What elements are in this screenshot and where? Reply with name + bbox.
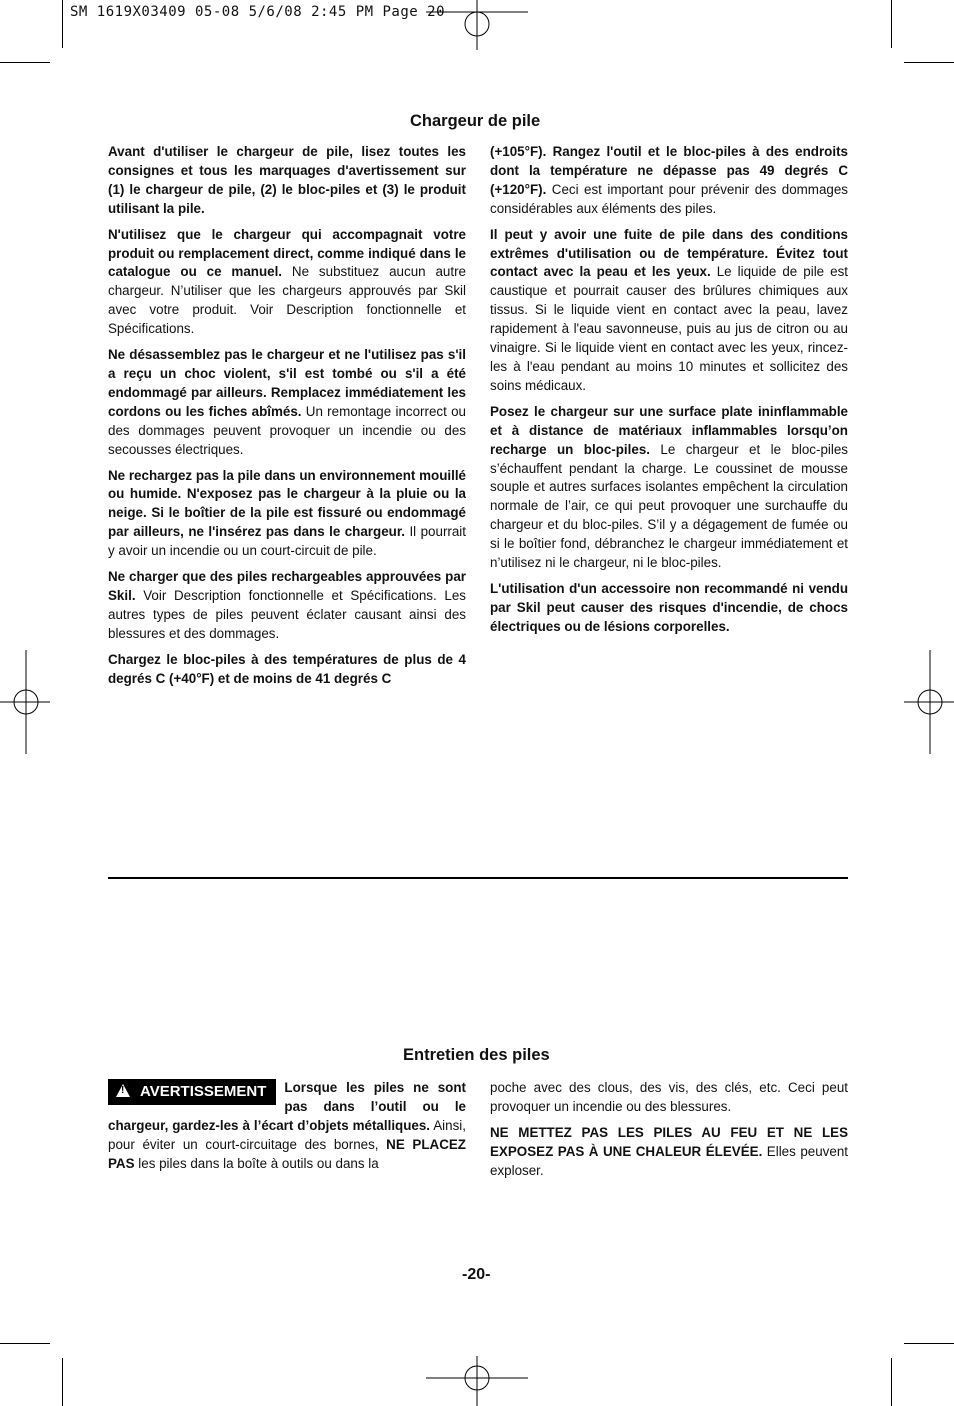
crop-mark-top-right-horizontal	[904, 62, 954, 63]
paragraph: N'utilisez que le chargeur qui accompagnait votre produit ou remplacement direct, comme indiqué dans le catalogue ou ce manuel. Ne substituez aucun autre chargeur. N’utiliser que les chargeurs approuvés par Skil avec votre produit. Voir Description fonctionnelle et Spécifications.	[108, 226, 466, 337]
paragraph: Chargez le bloc-piles à des températures de plus de 4 degrés C (+40°F) et de moins de 41 degrés C	[108, 651, 466, 686]
paragraph: L'utilisation d'un accessoire non recommandé ni vendu par Skil peut causer des risques d'incendie, de chocs électriques ou de lésions corporelles.	[490, 580, 848, 634]
registration-mark-bottom	[426, 1356, 528, 1406]
paragraph: Avant d'utiliser le chargeur de pile, lisez toutes les consignes et tous les marquages d'avertissement sur (1) le chargeur de pile, (2) le bloc-piles et (3) le produit utilisant la pile.	[108, 144, 466, 216]
section-divider	[108, 877, 848, 879]
paragraph: Ne rechargez pas la pile dans un environnement mouillé ou humide. N'exposez pas le chargeur à la pluie ou la neige. Si le boîtier de la pile est fissuré ou endommagé par ailleurs, ne l'insérez pas dans le chargeur. Il pourrait y avoir un incendie ou un court-circuit de pile.	[108, 467, 466, 559]
paragraph: Posez le chargeur sur une surface plate ininflammable et à distance de matériaux inflammables lorsqu’on recharge un bloc-piles. Le chargeur et le bloc-piles s’échauffent pendant la charge. Le coussinet de mousse souple et autres surfaces isolantes empêchent la circulation normale de l’air, ce qui peut provoquer une surchauffe du chargeur et du bloc-piles. S’il y a dégagement de fumée ou si le boîtier fond, débranchez le chargeur immédiatement et n’utilisez ni le chargeur, ni le bloc-piles.	[490, 403, 849, 571]
crop-mark-top-left-vertical	[62, 0, 63, 48]
print-slug: SM 1619X03409 05-08 5/6/08 2:45 PM Page 20	[70, 4, 446, 20]
battery-care-column-right	[490, 1079, 848, 1188]
charger-column-right	[490, 143, 848, 644]
crop-mark-top-left-horizontal	[0, 62, 50, 63]
charger-column-left	[108, 143, 466, 695]
warning-triangle-icon: !	[116, 1084, 130, 1097]
crop-mark-bottom-right-horizontal	[904, 1343, 954, 1344]
registration-mark-right	[904, 650, 954, 754]
paragraph: ! AVERTISSEMENT Lorsque les piles ne sont pas dans l’outil ou le chargeur, gardez-les à l’écart d’objets métalliques. Ainsi, pour éviter un court-circuitage des bornes, NE PLACEZ PAS les piles dans la boîte à outils ou dans la	[108, 1080, 466, 1171]
section-heading-battery-charger: Chargeur de pile	[410, 112, 541, 130]
registration-mark-left	[0, 650, 50, 754]
paragraph: poche avec des clous, des vis, des clés, etc. Ceci peut provoquer un incendie ou des blessures.	[490, 1080, 848, 1114]
paragraph: (+105°F). Rangez l'outil et le bloc-piles à des endroits dont la température ne dépasse pas 49 degrés C (+120°F). Ceci est important pour prévenir des dommages considérables aux éléments des piles.	[490, 144, 848, 216]
section-heading-battery-care: Entretien des piles	[403, 1046, 550, 1064]
battery-care-column-left	[108, 1079, 466, 1181]
paragraph: NE METTEZ PAS LES PILES AU FEU ET NE LES EXPOSEZ PAS À UNE CHALEUR ÉLEVÉE. Elles peuvent exploser.	[490, 1124, 848, 1178]
crop-mark-bottom-right-vertical	[891, 1358, 892, 1406]
crop-mark-bottom-left-horizontal	[0, 1343, 50, 1344]
warning-badge: ! AVERTISSEMENT	[108, 1079, 276, 1105]
page-number: -20-	[462, 1266, 491, 1283]
registration-mark-top	[426, 0, 528, 50]
paragraph: Ne charger que des piles rechargeables approuvées par Skil. Voir Description fonctionnelle et Spécifications. Les autres types de piles peuvent éclater causant ainsi des blessures et des dommages.	[108, 569, 466, 641]
paragraph: Ne désassemblez pas le chargeur et ne l'utilisez pas s'il a reçu un choc violent, s'il est tombé ou s'il a été endommagé par ailleurs. Remplacez immédiatement les cordons ou les fiches abîmés. Un remontage incorrect ou des dommages peuvent provoquer un incendie ou des secousses électriques.	[108, 347, 466, 457]
paragraph: Il peut y avoir une fuite de pile dans des conditions extrêmes d'utilisation ou de température. Évitez tout contact avec la peau et les yeux. Le liquide de pile est caustique et pourrait causer des brûlures chimiques aux tissus. Si le liquide vient en contact avec la peau, lavez rapidement à l'eau savonneuse, puis au jus de citron ou au vinaigre. Si le liquide vient en contact avec les yeux, rincez-les à l'eau pendant au moins 10 minutes et sollicitez des soins médicaux.	[490, 226, 848, 393]
crop-mark-bottom-left-vertical	[62, 1358, 63, 1406]
crop-mark-top-right-vertical	[891, 0, 892, 48]
